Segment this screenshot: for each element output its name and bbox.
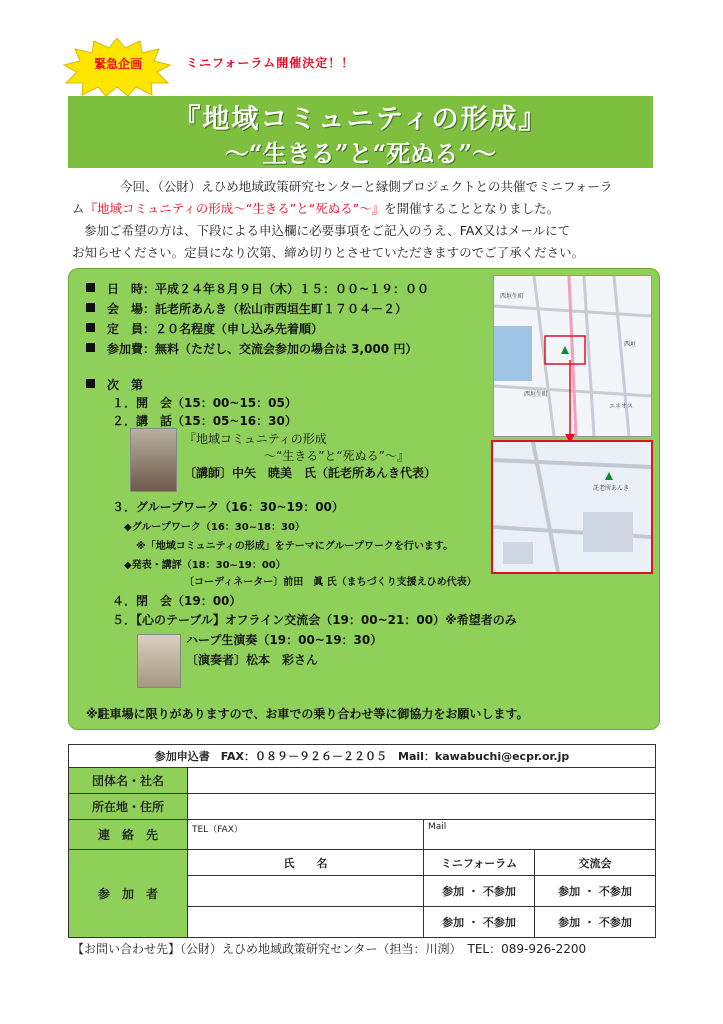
social-choice-1[interactable]: 参加 ・ 不参加 (535, 876, 656, 907)
program-item-1: １．開 会（15：00~15：05） (112, 396, 297, 410)
social-choice-2[interactable]: 参加 ・ 不参加 (535, 907, 656, 938)
performer-line: 〔演奏者〕松本 彩さん (186, 653, 319, 667)
org-input[interactable] (188, 768, 656, 794)
participant-name-1[interactable] (188, 876, 424, 907)
participant-label: 参 加 者 (69, 850, 188, 938)
performer-photo (137, 634, 181, 688)
bullet-square-icon (86, 283, 95, 292)
page-subtitle: ～“生きる”と“死ぬる”～ (224, 139, 497, 168)
talk-subtitle: ～“生きる”と“死ぬる”～』 (264, 449, 409, 463)
intro-line-1: 今回、（公財）えひめ地域政策研究センターと縁側プロジェクトとの共催でミニフォーラ (120, 179, 613, 194)
address-label: 所在地・住所 (69, 794, 188, 820)
program-heading (86, 376, 143, 393)
intro-line-3: 参加ご希望の方は、下段による申込欄に必要事項をご記入のうえ、FAX又はメールにて (84, 223, 571, 238)
group-work-line: ◆グループワーク（16：30~18：30） (124, 522, 305, 533)
urgent-badge-label: 緊急企画 (93, 57, 142, 71)
capacity-row (86, 320, 323, 337)
map-connector-arrow (560, 360, 580, 445)
bullet-square-icon (86, 379, 95, 388)
application-form (68, 744, 656, 938)
date-row (86, 280, 429, 297)
svg-text:エネオス: エネオス (609, 403, 633, 410)
intro-title-highlight: 『地域コミュニティの形成～“生きる”と“死ぬる”～』 (84, 201, 385, 216)
group-work-note: ※「地域コミュニティの形成」をテーマにグループワークを行います。 (136, 541, 454, 552)
mail-input[interactable]: Mail (424, 820, 656, 850)
address-input[interactable] (188, 794, 656, 820)
bullet-square-icon (86, 343, 95, 352)
form-header: 参加申込書 FAX：０８９－９２６－２２０５ Mail：kawabuchi@ecpr.or.jp (69, 745, 656, 768)
forum-column-header: ミニフォーラム (424, 850, 535, 876)
forum-choice-1[interactable]: 参加 ・ 不参加 (424, 876, 535, 907)
org-label: 団体名・社名 (69, 768, 188, 794)
svg-text:西垣生町: 西垣生町 (500, 293, 525, 300)
program-item-4: ４．閉 会（19：00） (112, 594, 242, 608)
svg-text:西垣生町: 西垣生町 (524, 391, 549, 398)
page-title: 『地域コミュニティの形成』 (173, 104, 548, 135)
detail-map-label: 託老所あんき (593, 485, 630, 492)
venue-row (86, 300, 407, 317)
participant-name-2[interactable] (188, 907, 424, 938)
program-item-3: ３．グループワーク（16：30~19：00） (112, 500, 344, 514)
detail-map-drawing (493, 442, 651, 572)
date-text: 日 時：平成２４年８月９日（木）１５：００~１９：００ (107, 282, 430, 296)
program-item-2: ２．講 話（15：05~16：30） (112, 414, 297, 428)
fee-text: 参加費：無料（ただし、交流会参加の場合は 3,000 円） (107, 342, 418, 356)
intro-text (72, 176, 662, 264)
detail-map (491, 440, 653, 574)
bullet-square-icon (86, 323, 95, 332)
speaker-photo (130, 428, 177, 492)
social-column-header: 交流会 (535, 850, 656, 876)
intro-line-2-end: を開催することとなりました。 (384, 201, 560, 216)
forum-choice-2[interactable]: 参加 ・ 不参加 (424, 907, 535, 938)
contact-footer: 【お問い合わせ先】（公財）えひめ地域政策研究センター（担当：川渕） TEL：089-926-2200 (72, 942, 587, 956)
program-item-5: ５．【心のテーブル】オフライン交流会（19：00~21：00）※希望者のみ (112, 613, 517, 627)
harp-line: ハープ生演奏（19：00~19：30） (186, 633, 383, 647)
venue-text: 会 場：託老所あんき（松山市西垣生町１７０４－２） (107, 302, 408, 316)
fee-row (86, 340, 417, 357)
tel-input[interactable]: TEL（FAX） (188, 820, 424, 850)
coordinator-line: 〔コーディネーター〕前田 眞 氏（まちづくり支援えひめ代表） (184, 577, 477, 588)
parking-note: ※駐車場に限りがありますので、お車での乗り合わせ等に御協力をお願いします。 (86, 707, 529, 721)
presentation-line: ◆発表・講評（18：30~19：00） (124, 560, 286, 571)
bullet-square-icon (86, 303, 95, 312)
intro-line-2 (72, 198, 662, 220)
speaker-line: 〔講師〕中矢 暁美 氏（託老所あんき代表） (184, 466, 437, 480)
svg-text:西垣: 西垣 (624, 341, 637, 348)
headline: ミニフォーラム開催決定！！ (186, 56, 355, 70)
intro-line-2-start: ム (72, 201, 85, 216)
name-column-header: 氏 名 (188, 850, 424, 876)
intro-line-4: お知らせください。定員になり次第、締め切りとさせていただきますのでご了承ください。 (72, 245, 585, 260)
contact-label: 連 絡 先 (69, 820, 188, 850)
capacity-text: 定 員：２０名程度（申し込み先着順） (107, 322, 324, 336)
talk-title: 『地域コミュニティの形成 (184, 432, 327, 446)
program-heading-text: 次 第 (107, 378, 144, 392)
